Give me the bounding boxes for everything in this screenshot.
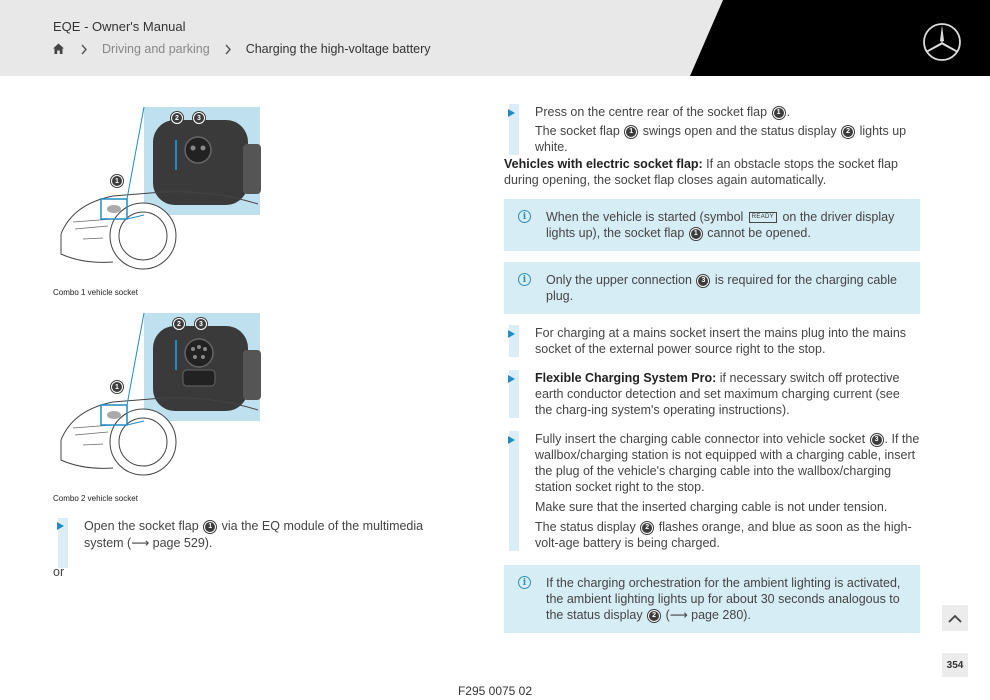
page-reference-link[interactable]: page 280). bbox=[687, 608, 751, 622]
step-text: For charging at a mains socket insert the mains plug into the mains socket of the external power source right to the stop. bbox=[535, 326, 907, 356]
result-text: lights up white. bbox=[535, 124, 907, 154]
info-text: on the driver display lights up), the socket flap bbox=[546, 210, 895, 240]
step-arrow-icon bbox=[508, 109, 515, 117]
note-text: If an obstacle stops the socket flap during opening, the socket flap closes again automatically. bbox=[504, 157, 898, 187]
callout-3: 3 bbox=[193, 112, 205, 124]
note-label: Vehicles with electric socket flap: bbox=[504, 157, 703, 171]
info-text: If the charging orchestration for the ambient lighting is activated, the ambient lighting lights up for about 30 seconds analogous to the status display bbox=[546, 576, 901, 622]
info-icon: i bbox=[518, 273, 531, 286]
step-arrow-icon bbox=[57, 522, 64, 530]
figure-code: F295 0075 02 bbox=[457, 684, 533, 698]
callout-2: 2 bbox=[648, 610, 660, 622]
right-column bbox=[504, 104, 920, 633]
result-text: flashes orange, and blue as soon as the high-volt-age battery is being charged. bbox=[535, 520, 912, 550]
step-text: Open the socket flap bbox=[84, 519, 199, 533]
step-arrow-icon bbox=[508, 375, 515, 383]
callout-1: 1 bbox=[111, 381, 123, 393]
result-text: swings open and the status display bbox=[642, 124, 837, 138]
callout-1: 1 bbox=[773, 107, 785, 119]
step-flexible-charging bbox=[504, 370, 920, 418]
breadcrumb-item-driving[interactable]: Driving and parking bbox=[102, 42, 210, 56]
figure-caption-combo1: Combo 1 vehicle socket bbox=[53, 288, 138, 297]
info-text: Only the upper connection bbox=[546, 273, 692, 287]
callout-3: 3 bbox=[697, 275, 709, 287]
step-text: Fully insert the charging cable connector into vehicle socket bbox=[535, 432, 866, 446]
step-text: . If the wallbox/charging station is not equipped with a charging cable, insert the plug of the vehicle's charging cable into the wallbox/charging station socket right to the stop. bbox=[535, 432, 920, 494]
combo2-socket-illustration bbox=[53, 310, 263, 480]
callout-2: 2 bbox=[173, 318, 185, 330]
step-arrow-icon bbox=[508, 330, 515, 338]
page-number: 354 bbox=[942, 653, 968, 677]
scroll-to-top-button[interactable] bbox=[942, 605, 968, 631]
callout-2: 2 bbox=[171, 112, 183, 124]
info-text: When the vehicle is started (symbol bbox=[546, 210, 744, 224]
info-text: cannot be opened. bbox=[707, 226, 811, 240]
step-label: Flexible Charging System Pro: bbox=[535, 371, 717, 385]
figure-caption-combo2: Combo 2 vehicle socket bbox=[53, 494, 138, 503]
step-insert-connector bbox=[504, 431, 920, 551]
info-text: is required for the charging cable plug. bbox=[546, 273, 897, 303]
step-arrow-icon bbox=[508, 436, 515, 444]
chevron-up-icon bbox=[948, 614, 962, 623]
chevron-right-icon bbox=[224, 44, 232, 55]
result-text: The status display bbox=[535, 520, 636, 534]
or-text: or bbox=[53, 565, 65, 579]
mercedes-star-logo[interactable] bbox=[922, 22, 962, 62]
step-text: if necessary switch off protective earth conductor detection and set maximum charging current (see the charg-ing system's operating instructions). bbox=[535, 371, 900, 417]
step-text: Make sure that the inserted charging cable is not under tension. bbox=[535, 500, 888, 514]
result-text: The socket flap bbox=[535, 124, 620, 138]
manual-title: EQE - Owner's Manual bbox=[53, 19, 186, 34]
chevron-right-icon bbox=[80, 44, 88, 55]
note-electric-flap bbox=[504, 156, 920, 188]
callout-3: 3 bbox=[195, 318, 207, 330]
step-press-socket-flap bbox=[504, 104, 920, 155]
info-icon: i bbox=[518, 210, 531, 223]
step-open-socket-flap bbox=[53, 518, 453, 552]
combo1-socket-illustration bbox=[53, 104, 263, 274]
step-bar bbox=[509, 431, 519, 551]
home-icon[interactable] bbox=[52, 42, 66, 56]
info-box-upper-connection bbox=[504, 262, 920, 314]
info-icon: i bbox=[518, 576, 531, 589]
arrow-right-icon: ⟶ bbox=[669, 608, 688, 622]
step-text: via the EQ module of the multimedia system ( bbox=[84, 519, 424, 550]
info-text: ( bbox=[665, 608, 670, 622]
arrow-right-icon: ⟶ bbox=[131, 536, 150, 550]
breadcrumb bbox=[52, 42, 431, 56]
callout-3: 3 bbox=[871, 434, 883, 446]
breadcrumb-item-current: Charging the high-voltage battery bbox=[245, 42, 431, 56]
callout-2: 2 bbox=[842, 126, 854, 138]
info-box-ambient-lighting bbox=[504, 565, 920, 633]
callout-1: 1 bbox=[625, 126, 637, 138]
callout-1: 1 bbox=[690, 228, 702, 240]
info-box-ready bbox=[504, 199, 920, 251]
callout-2: 2 bbox=[641, 522, 653, 534]
page-reference-link[interactable]: page 529). bbox=[149, 536, 213, 550]
ready-symbol-icon: READY bbox=[749, 212, 777, 223]
callout-1: 1 bbox=[111, 175, 123, 187]
callout-1: 1 bbox=[204, 521, 216, 533]
step-text: Press on the centre rear of the socket flap bbox=[535, 105, 768, 119]
step-text: . bbox=[786, 105, 791, 119]
step-mains-socket bbox=[504, 325, 920, 357]
